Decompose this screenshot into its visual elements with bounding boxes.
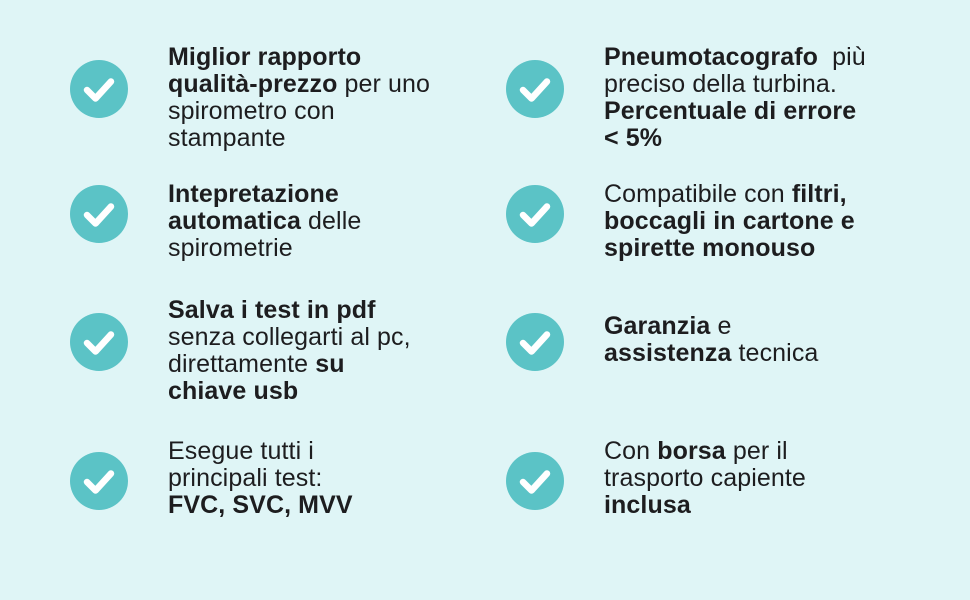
feature-bold-text: filtri, [791, 180, 847, 208]
check-circle-icon [506, 60, 564, 118]
feature-regular-text: delle [300, 207, 362, 235]
check-circle-icon [70, 185, 128, 243]
feature-regular-text: principali test: [168, 464, 323, 492]
feature-line [168, 324, 478, 351]
feature-regular-text: spirometrie [168, 234, 293, 262]
feature-text [168, 438, 478, 519]
feature-line [604, 492, 914, 519]
feature-text [168, 181, 478, 262]
check-circle-icon [506, 185, 564, 243]
feature-line [168, 465, 478, 492]
feature-bold-text: inclusa [604, 491, 691, 519]
feature-line [168, 71, 478, 98]
feature-regular-text: preciso della turbina. [604, 70, 837, 98]
feature-regular-text: Compatibile con [604, 180, 792, 208]
feature-line [604, 181, 914, 208]
feature-line [604, 71, 914, 98]
feature-bold-text: Percentuale di errore [604, 97, 857, 125]
feature-regular-text: più [818, 43, 866, 71]
feature-text [168, 44, 478, 152]
feature-regular-text: stampante [168, 124, 286, 152]
check-circle-icon [70, 313, 128, 371]
feature-line [168, 98, 478, 125]
feature-line [604, 44, 914, 71]
feature-bold-text: Garanzia [604, 312, 711, 340]
feature-line [604, 340, 914, 367]
feature-bold-text: Miglior rapporto [168, 43, 362, 71]
feature-regular-text: direttamente [168, 350, 316, 378]
feature-line [168, 125, 478, 152]
feature-regular-text: senza collegarti al pc, [168, 323, 411, 351]
feature-bold-text: Intepretazione [168, 180, 339, 208]
check-circle-icon [70, 60, 128, 118]
feature-line [604, 98, 914, 125]
feature-bold-text: automatica [168, 207, 301, 235]
feature-bold-text: spirette monouso [604, 234, 816, 262]
check-circle-icon [506, 313, 564, 371]
feature-regular-text: Esegue tutti i [168, 437, 314, 465]
feature-bold-text: su [315, 350, 345, 378]
feature-bold-text: boccagli in cartone e [604, 207, 855, 235]
feature-line [168, 208, 478, 235]
feature-regular-text: spirometro con [168, 97, 335, 125]
feature-regular-text: per uno [337, 70, 431, 98]
feature-line [604, 235, 914, 262]
feature-regular-text: e [710, 312, 732, 340]
feature-bold-text: assistenza [604, 339, 732, 367]
feature-line [604, 313, 914, 340]
feature-bold-text: Salva i test in pdf [168, 296, 376, 324]
feature-bold-text: < 5% [604, 124, 663, 152]
feature-text [604, 438, 914, 519]
feature-line [604, 438, 914, 465]
feature-line [168, 438, 478, 465]
feature-line [168, 235, 478, 262]
feature-bold-text: qualità-prezzo [168, 70, 338, 98]
feature-line [168, 44, 478, 71]
feature-regular-text: trasporto capiente [604, 464, 806, 492]
check-circle-icon [70, 452, 128, 510]
feature-line [168, 181, 478, 208]
feature-line [168, 297, 478, 324]
feature-bold-text: FVC, SVC, MVV [168, 491, 353, 519]
feature-line [604, 208, 914, 235]
feature-regular-text: tecnica [731, 339, 819, 367]
check-circle-icon [506, 452, 564, 510]
feature-bold-text: borsa [657, 437, 726, 465]
feature-line [604, 465, 914, 492]
feature-bold-text: Pneumotacografo [604, 43, 819, 71]
feature-text [604, 313, 914, 367]
feature-bold-text: chiave usb [168, 377, 299, 405]
feature-text [168, 297, 478, 405]
feature-text [604, 181, 914, 262]
feature-regular-text: Con [604, 437, 658, 465]
feature-line [168, 378, 478, 405]
feature-regular-text: per il [725, 437, 788, 465]
feature-line [168, 351, 478, 378]
feature-line [168, 492, 478, 519]
feature-text [604, 44, 914, 152]
feature-line [604, 125, 914, 152]
